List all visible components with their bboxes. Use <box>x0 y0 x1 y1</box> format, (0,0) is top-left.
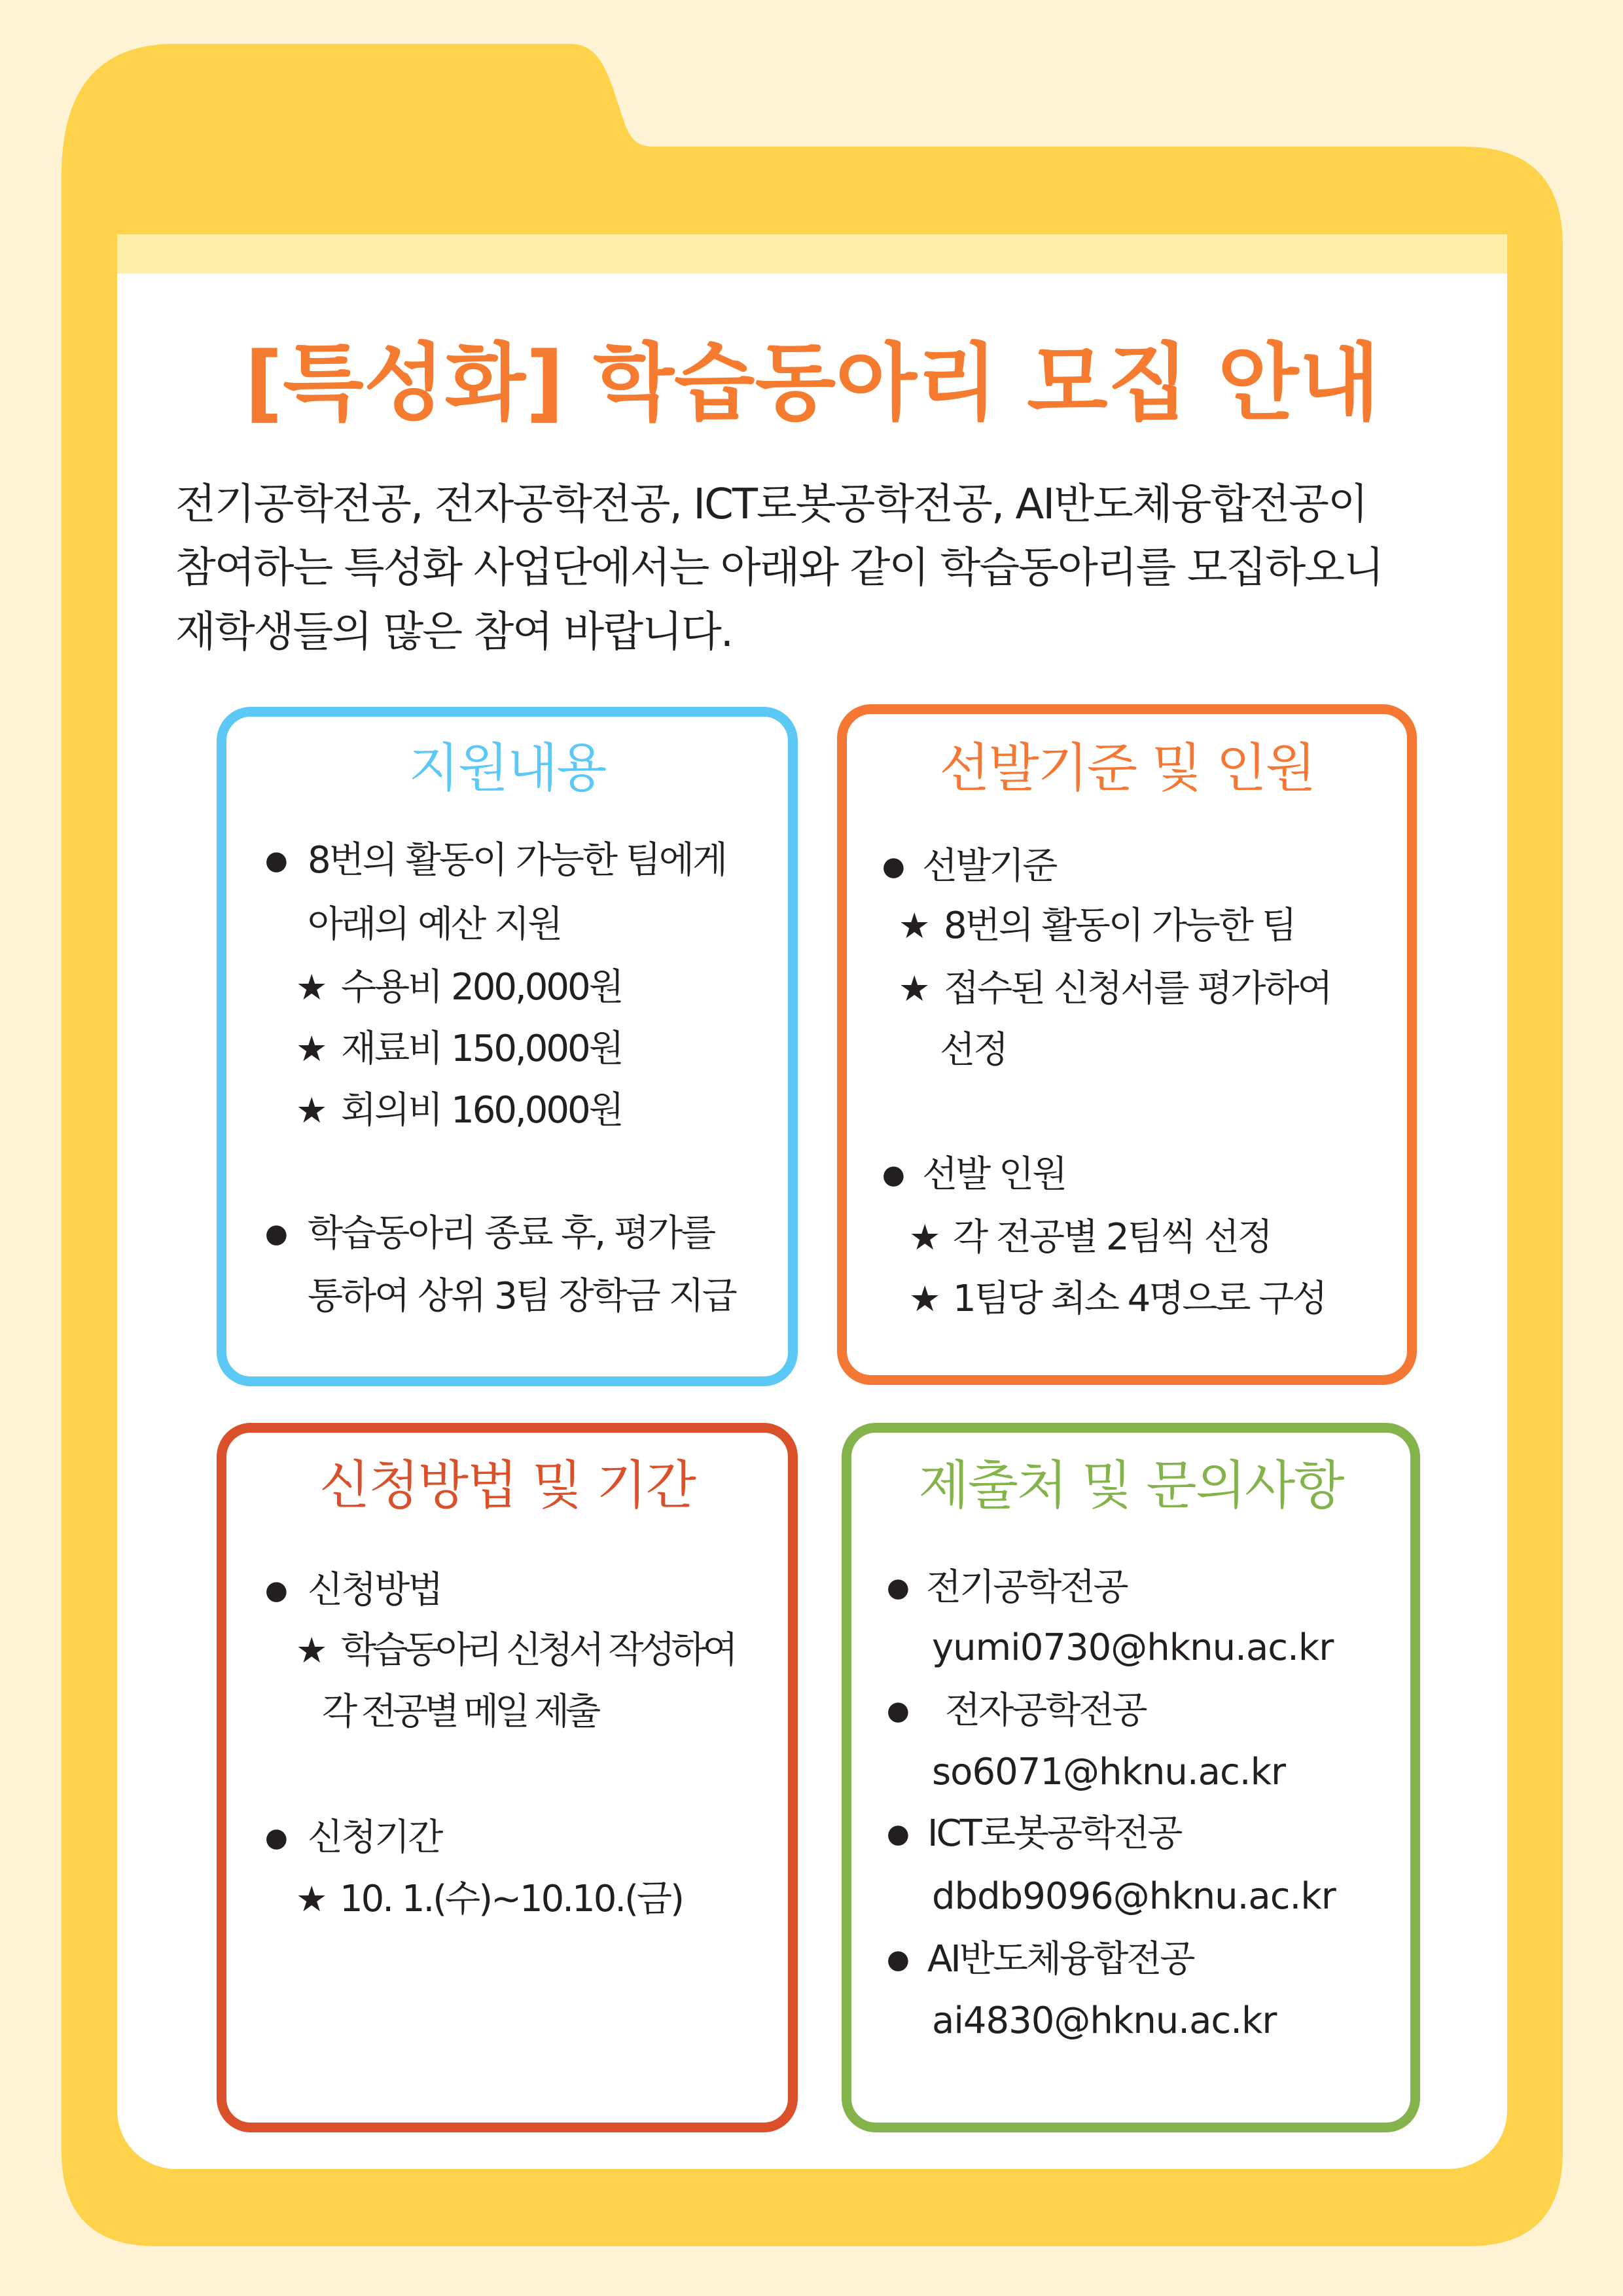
list-item <box>226 1080 788 1141</box>
star-marker: ★ <box>296 1090 328 1131</box>
star-marker: ★ <box>296 1630 328 1671</box>
page-title: [특성화] 학습동아리 모집 안내 <box>244 334 1380 432</box>
section-heading: 제출처 및 문의사항 <box>918 1455 1344 1516</box>
panel-top-strip <box>117 234 1507 274</box>
list-item <box>851 1929 1410 1990</box>
list-item-text: 1팀당 최소 4명으로 구성 <box>953 1278 1326 1320</box>
list-item <box>226 1807 788 1869</box>
list-item-text: 재료비 150,000원 <box>341 1028 622 1070</box>
list-item <box>226 894 788 956</box>
contact-email: ai4830@hknu.ac.kr <box>932 2000 1277 2042</box>
list-item <box>851 1803 1410 1865</box>
department-name: 전자공학전공 <box>945 1689 1146 1732</box>
list-item <box>847 1020 1407 1081</box>
intro-line-2: 참여하는 특성화 사업단에서는 아래와 같이 학습동아리를 모집하오니 <box>175 544 1383 592</box>
list-item-text: 회의비 160,000원 <box>341 1089 622 1132</box>
list-item-text: 신청기간 <box>308 1816 442 1859</box>
list-item-text: 학습동아리 신청서 작성하여 <box>341 1629 734 1672</box>
list-item <box>851 1680 1410 1742</box>
section-application <box>217 1423 798 2132</box>
section-support <box>217 707 798 1386</box>
list-item <box>847 836 1407 897</box>
star-marker: ★ <box>909 1217 941 1258</box>
section-heading: 선발기준 및 인원 <box>939 738 1315 798</box>
list-item-text: 접수된 신청서를 평가하여 <box>944 967 1331 1010</box>
bullet-marker: ● <box>887 1573 910 1603</box>
list-item <box>226 1018 788 1080</box>
list-item-text: 8번의 활동이 가능한 팀에게 <box>308 839 726 882</box>
list-item-text: 아래의 예산 지원 <box>308 903 562 946</box>
bullet-marker: ● <box>265 1219 288 1249</box>
contact-email: so6071@hknu.ac.kr <box>932 1751 1286 1793</box>
list-item <box>226 957 788 1018</box>
star-marker: ★ <box>909 1278 941 1319</box>
department-name: ICT로봇공학전공 <box>927 1812 1181 1855</box>
bullet-marker: ● <box>265 846 288 876</box>
bullet-marker: ● <box>265 1575 288 1605</box>
list-item <box>851 1557 1410 1619</box>
list-item <box>226 1266 788 1327</box>
list-item <box>847 1207 1407 1268</box>
list-item-text: 10. 1.(수)~10.10.(금) <box>340 1878 683 1920</box>
star-marker: ★ <box>899 905 931 946</box>
department-name: AI반도체융합전공 <box>927 1938 1194 1981</box>
list-item <box>851 1990 1410 2052</box>
list-item-text: 선발기준 <box>922 845 1056 888</box>
list-item <box>847 1144 1407 1206</box>
list-item <box>226 1203 788 1265</box>
intro-line-3: 재학생들의 많은 참여 바랍니다. <box>175 608 733 656</box>
bullet-marker: ● <box>887 1696 910 1726</box>
star-marker: ★ <box>899 968 931 1009</box>
list-item-text: 통하여 상위 3팀 장학금 지급 <box>308 1275 736 1318</box>
list-item-text: 수용비 200,000원 <box>341 966 622 1009</box>
list-item <box>847 1268 1407 1330</box>
star-marker: ★ <box>296 1028 328 1069</box>
bullet-marker: ● <box>887 1819 910 1849</box>
list-item-text: 각 전공별 2팀씩 선정 <box>953 1216 1271 1259</box>
list-item <box>226 830 788 891</box>
section-selection <box>837 704 1417 1385</box>
list-item <box>851 1617 1410 1679</box>
list-item <box>226 1681 788 1743</box>
star-marker: ★ <box>296 1878 328 1920</box>
list-item-text: 선발 인원 <box>922 1153 1066 1196</box>
list-item-text: 선정 <box>940 1029 1007 1071</box>
list-item <box>847 958 1407 1020</box>
department-name: 전기공학전공 <box>926 1566 1127 1609</box>
section-contact <box>842 1423 1420 2132</box>
list-item-text: 각 전공별 메일 제출 <box>322 1691 597 1733</box>
list-item <box>226 1869 788 1930</box>
section-heading: 신청방법 및 기간 <box>319 1455 695 1516</box>
list-item <box>851 1742 1410 1803</box>
list-item <box>226 1560 788 1621</box>
list-item-text: 학습동아리 종료 후, 평가를 <box>308 1212 715 1255</box>
star-marker: ★ <box>296 967 328 1008</box>
section-heading: 지원내용 <box>408 738 606 798</box>
list-item-text: 신청방법 <box>308 1569 442 1611</box>
contact-email: yumi0730@hknu.ac.kr <box>932 1626 1334 1669</box>
bullet-marker: ● <box>882 852 905 882</box>
list-item <box>847 895 1407 957</box>
list-item <box>851 1866 1410 1928</box>
bullet-marker: ● <box>882 1160 905 1190</box>
bullet-marker: ● <box>265 1823 288 1853</box>
list-item-text: 8번의 활동이 가능한 팀 <box>944 905 1295 947</box>
intro-line-1: 전기공학전공, 전자공학전공, ICT로봇공학전공, AI반도체융합전공이 <box>175 480 1367 529</box>
contact-email: dbdb9096@hknu.ac.kr <box>932 1875 1336 1918</box>
bullet-marker: ● <box>887 1945 910 1975</box>
list-item <box>226 1620 788 1681</box>
